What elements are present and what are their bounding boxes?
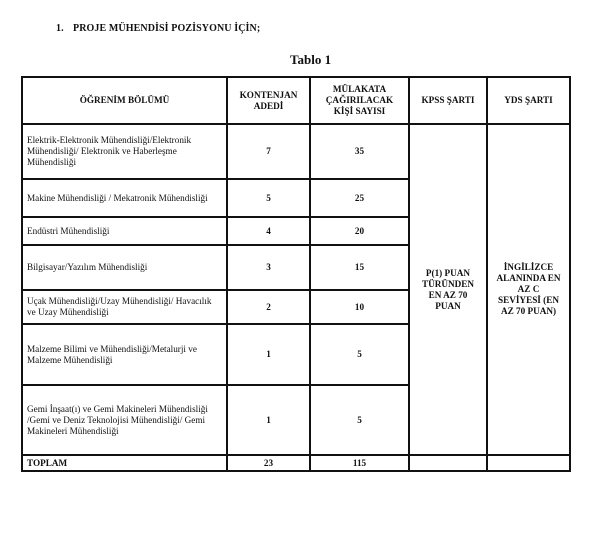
yds-requirement-cell: İNGİLİZCE ALANINDA EN AZ C SEVİYESİ (EN AZ 70 PUAN)	[487, 124, 570, 455]
section-heading	[56, 23, 260, 34]
department-cell: Makine Mühendisliği / Mekatronik Mühendisliği	[22, 179, 227, 217]
total-kpss-empty	[409, 455, 487, 471]
table-header-row	[22, 77, 570, 124]
quota-cell: 1	[227, 385, 310, 455]
interview-cell: 20	[310, 217, 409, 245]
department-cell: Uçak Mühendisliği/Uzay Mühendisliği/ Havacılık ve Uzay Mühendisliği	[22, 290, 227, 324]
header-interview-line: ÇAĞIRILACAK	[325, 95, 394, 105]
table-row	[22, 124, 570, 179]
total-yds-empty	[487, 455, 570, 471]
quota-cell: 5	[227, 179, 310, 217]
header-interview-line: MÜLAKATA	[332, 84, 387, 94]
total-interview: 115	[310, 455, 409, 471]
header-quota	[227, 77, 310, 124]
header-yds: YDS ŞARTI	[487, 77, 570, 124]
interview-cell: 15	[310, 245, 409, 290]
department-cell: Bilgisayar/Yazılım Mühendisliği	[22, 245, 227, 290]
kpss-requirement-cell: P(1) PUAN TÜRÜNDEN EN AZ 70 PUAN	[409, 124, 487, 455]
quota-cell: 2	[227, 290, 310, 324]
interview-cell: 5	[310, 324, 409, 385]
total-label: TOPLAM	[22, 455, 227, 471]
section-number: 1.	[56, 23, 64, 34]
table-caption: Tablo 1	[290, 52, 332, 67]
header-quota-line: KONTENJAN	[239, 89, 298, 100]
header-kpss: KPSS ŞARTI	[409, 77, 487, 124]
header-interview-count	[310, 77, 409, 124]
total-quota: 23	[227, 455, 310, 471]
interview-cell: 35	[310, 124, 409, 179]
quota-cell: 7	[227, 124, 310, 179]
quota-cell: 1	[227, 324, 310, 385]
header-interview-line: KİŞİ SAYISI	[333, 106, 386, 116]
positions-table	[21, 76, 571, 472]
total-row	[22, 455, 570, 471]
department-cell: Endüstri Mühendisliği	[22, 217, 227, 245]
header-quota-line: ADEDİ	[253, 100, 284, 111]
quota-cell: 4	[227, 217, 310, 245]
interview-cell: 10	[310, 290, 409, 324]
department-cell: Malzeme Bilimi ve Mühendisliği/Metalurji ve Malzeme Mühendisliği	[22, 324, 227, 385]
header-department: ÖĞRENİM BÖLÜMÜ	[22, 77, 227, 124]
department-cell: Elektrik-Elektronik Mühendisliği/Elektronik Mühendisliği/ Elektronik ve Haberleşme Mühendisliği	[22, 124, 227, 179]
interview-cell: 25	[310, 179, 409, 217]
interview-cell: 5	[310, 385, 409, 455]
department-cell: Gemi İnşaat(ı) ve Gemi Makineleri Mühendisliği /Gemi ve Deniz Teknolojisi Mühendisliği/ Gemi Makineleri Mühendisliği	[22, 385, 227, 455]
section-title: PROJE MÜHENDİSİ POZİSYONU İÇİN;	[73, 23, 261, 34]
quota-cell: 3	[227, 245, 310, 290]
